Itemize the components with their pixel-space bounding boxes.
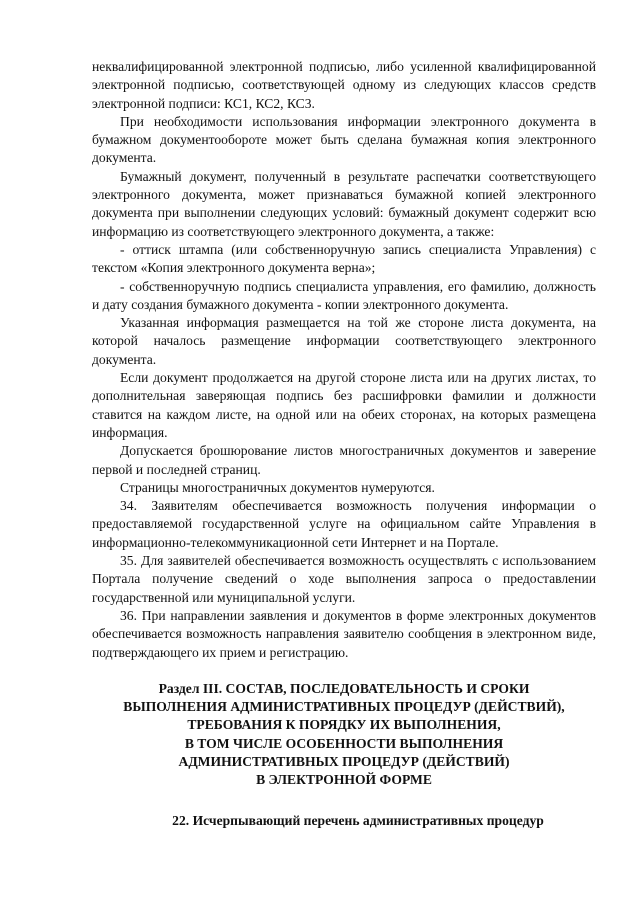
paragraph-page-numbering: Страницы многостраничных документов нумеруются. bbox=[120, 479, 435, 495]
list-item-stamp: - оттиск штампа (или собственноручную запись специалиста Управления) с текстом «Копия электронного документа верна»; bbox=[92, 241, 596, 276]
section-heading-line: ВЫПОЛНЕНИЯ АДМИНИСТРАТИВНЫХ ПРОЦЕДУР (ДЕЙСТВИЙ), bbox=[123, 699, 565, 715]
section-heading-line: В ТОМ ЧИСЛЕ ОСОБЕННОСТИ ВЫПОЛНЕНИЯ bbox=[184, 735, 504, 751]
paragraph-item-36: 36. При направлении заявления и документов в форме электронных документов обеспечивается возможность направления заявителю сообщения в электронном виде, подтверждающего их прием и регистрацию. bbox=[92, 607, 596, 660]
section-heading-line: ТРЕБОВАНИЯ К ПОРЯДКУ ИХ ВЫПОЛНЕНИЯ, bbox=[187, 717, 501, 733]
subsection-heading: 22. Исчерпывающий перечень административных процедур bbox=[172, 812, 544, 828]
list-item-signature: - собственноручную подпись специалиста управления, его фамилию, должность и дату создания бумажного документа - копии электронного документа. bbox=[92, 278, 596, 312]
paragraph-info-placement: Указанная информация размещается на той же стороне листа документа, на которой началось размещение информации соответствующего электронного документа. bbox=[92, 315, 596, 367]
paragraph-item-34: 34. Заявителям обеспечивается возможность получения информации о предоставляемой государственной услуге на официальном сайте Управления в информационно-телекоммуникационной сети Интернет и на Портале. bbox=[92, 498, 596, 550]
paragraph-paper-copy: При необходимости использования информации электронного документа в бумажном документообороте может быть сделана бумажная копия электронного документа. bbox=[92, 113, 596, 166]
section-heading-line: АДМИНИСТРАТИВНЫХ ПРОЦЕДУР (ДЕЙСТВИЙ) bbox=[178, 753, 510, 769]
section-heading-line: Раздел III. СОСТАВ, ПОСЛЕДОВАТЕЛЬНОСТЬ И СРОКИ bbox=[158, 680, 530, 696]
paragraph-binding: Допускается брошюрование листов многостраничных документов и заверение первой и последней страниц. bbox=[92, 443, 596, 477]
paragraph-other-side: Если документ продолжается на другой стороне листа или на других листах, то дополнительная заверяющая подпись без расшифровки фамилии и должности ставится на каждом листе, на одной или на обеих сторонах, на которых размещена информация. bbox=[92, 370, 596, 440]
paragraph-item-35: 35. Для заявителей обеспечивается возможность осуществлять с использованием Портала получение сведений о ходе выполнения запроса о предоставлении государственной или муниципальной услуги. bbox=[92, 553, 596, 605]
paragraph-paper-document-conditions: Бумажный документ, полученный в результате распечатки соответствующего электронного документа, может признаваться бумажной копией электронного документа при выполнении следующих условий: бумажный документ содержит всю информацию из соответствующего электронного документа, а также: bbox=[92, 168, 596, 239]
document-page bbox=[92, 58, 596, 830]
section-heading bbox=[92, 680, 596, 790]
paragraph-signature-classes: неквалифицированной электронной подписью, либо усиленной квалифицированной электронной подписью, соответствующей одному из следующих классов средств электронной подписи: КС1, КС2, КС3. bbox=[92, 59, 596, 111]
section-heading-line: В ЭЛЕКТРОННОЙ ФОРМЕ bbox=[256, 772, 432, 788]
